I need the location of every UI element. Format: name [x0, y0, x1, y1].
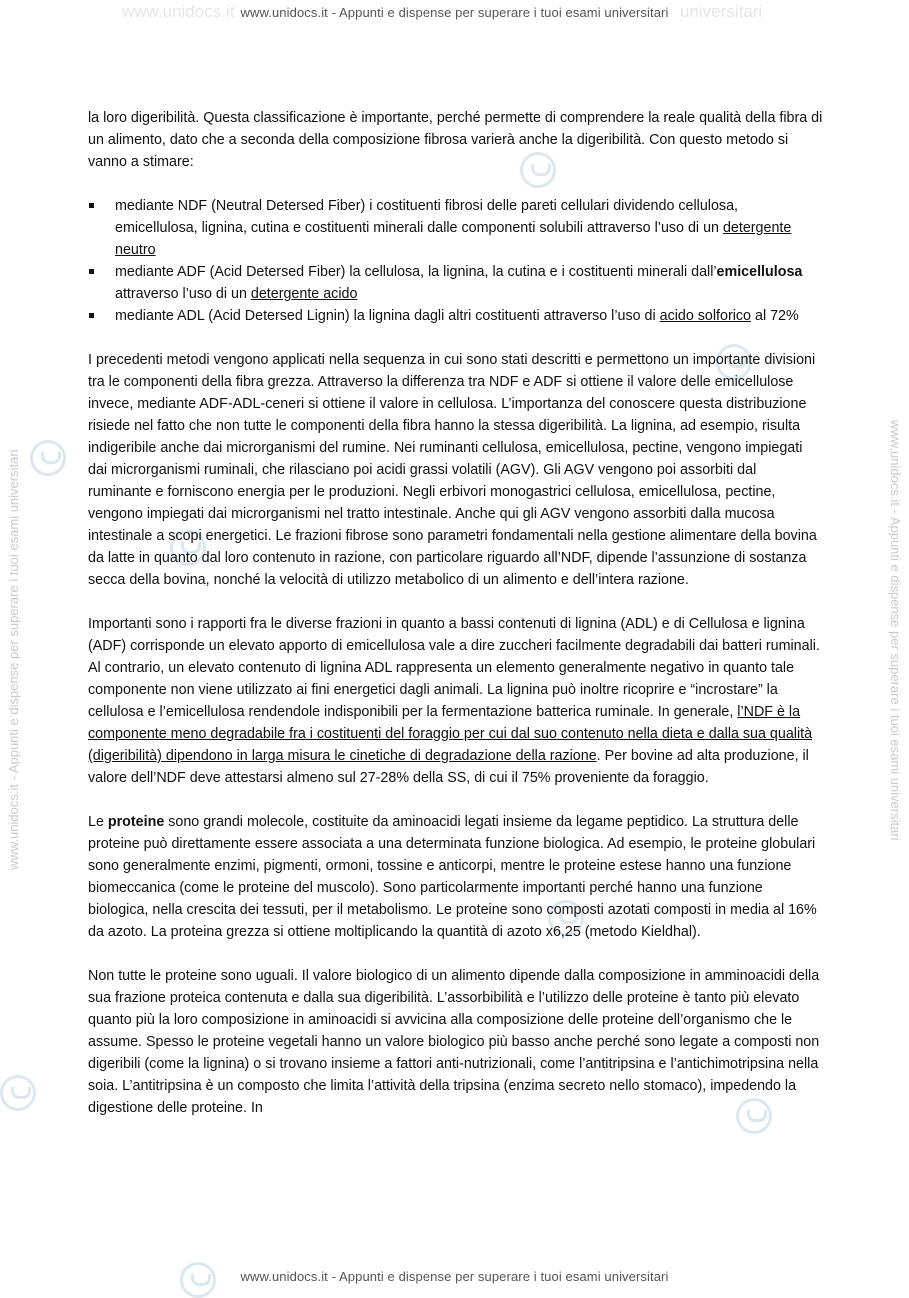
ratios-paragraph — [88, 613, 823, 789]
method-item-adl — [88, 305, 823, 327]
side-watermark-right: www.unidocs.it - Appunti e dispense per superare i tuoi esami universitari — [888, 420, 903, 841]
watermark-ghost-left: www.unidocs.it — [122, 2, 235, 21]
header-watermark: www.unidocs.it - Appunti e dispense per superare i tuoi esami universitari — [240, 5, 669, 20]
method-item-adf — [88, 261, 823, 305]
watermark-ghost-right: universitari — [680, 2, 763, 21]
ratios-text-2: . Per bovine ad alta produzione, il valore dell’NDF deve attestarsi almeno sul 27-28% della SS, di cui il 75% proveniente da foraggio. — [88, 748, 809, 786]
proteins-bold-term: proteine — [107, 814, 165, 830]
method-item-ndf — [88, 195, 823, 261]
intro-paragraph: la loro digeribilità. Questa classificazione è importante, perché permette di comprendere la reale qualità della fibra di un alimento, dato che a seconda della composizione fibrosa varierà anche la digeribilità. Con questo metodo si vanno a stimare: — [88, 110, 823, 170]
adf-text: mediante ADF (Acid Detersed Fiber) la cellulosa, la lignina, la cutina e i costituenti minerali dall’ — [115, 264, 717, 280]
proteins-paragraph — [88, 811, 823, 943]
adf-reagent: detergente acido — [250, 286, 358, 302]
proteins-text: Le — [88, 814, 108, 830]
adf-bold-term: emicellulosa — [716, 264, 803, 280]
footer-watermark: www.unidocs.it - Appunti e dispense per superare i tuoi esami universitari — [240, 1269, 669, 1284]
adl-text: mediante ADL (Acid Detersed Lignin) la lignina dagli altri costituenti attraverso l’uso di — [115, 308, 660, 324]
methods-paragraph: I precedenti metodi vengono applicati nella sequenza in cui sono stati descritti e permettono un importante divisioni tra le componenti della fibra grezza. Attraverso la differenza tra NDF e ADF si ottiene il valore delle emicellulose invece, mediante ADF-ADL-ceneri si ottiene il valore in cellulosa. L’importanza del conoscere questa distribuzione risiede nel fatto che non tutte le componenti della fibra hanno la stessa digeribilità. La lignina, ad esempio, risulta indigeribile anche dai microrganismi del rumine. Nei ruminanti cellulosa, emicellulosa, pectine, vengono impiegati dai microrganismi ruminali, che rilasciano poi acidi grassi volatili (AGV). Gli AGV vengono poi assorbiti dal ruminante e forniscono energia per le produzioni. Negli erbivori monogastrici cellulosa, emicellulosa, pectine, vengono impiegati dai microrganismi nel tratto intestinale. Anche qui gli AGV vengono assorbiti dalla mucosa intestinale a scopi energetici. Le frazioni fibrose sono parametri fondamentali nella gestione alimentare della bovina da latte in quanto dal loro contenuto in razione, con particolare riguardo all’NDF, dipende l’assunzione di sostanza secca della bovina, nonché la velocità di utilizzo metabolico di un alimento e dell’intera razione. — [88, 352, 817, 588]
method-list — [88, 195, 823, 327]
logo-watermark-icon — [30, 440, 66, 476]
document-body — [88, 107, 823, 1141]
ndf-text: mediante NDF (Neutral Detersed Fiber) i costituenti fibrosi delle pareti cellulari dividendo cellulosa, emicellulosa, lignina, cutina e costituenti minerali dalle componenti solubili attraverso l’uso di un — [115, 198, 738, 236]
adl-reagent: acido solforico — [659, 308, 752, 324]
biological-value-paragraph: Non tutte le proteine sono uguali. Il valore biologico di un alimento dipende dalla composizione in amminoacidi della sua frazione proteica contenuta e dalla sua digeribilità. L’assorbibilità e l’utilizzo delle proteine è tanto più elevato quanto più la loro composizione in aminoacidi si avvicina alla composizione delle proteine dell’organismo che le assume. Spesso le proteine vegetali hanno un valore biologico più basso anche perché sono legate a composti non digeribili (come la lignina) o si trovano insieme a fattori anti-nutrizionali, come l’antitripsina e l’antichimotripsina nella soia. L’antitripsina è un composto che limita l’attività della tripsina (enzima secreto nello stomaco), impedendo la digestione delle proteine. In — [88, 968, 820, 1116]
logo-watermark-icon — [0, 1075, 36, 1111]
ndf-reagent: detergente neutro — [115, 220, 792, 258]
adf-text-2: attraverso l’uso di un — [115, 286, 251, 302]
ratios-text: Importanti sono i rapporti fra le diverse frazioni in quanto a bassi contenuti di lignina (ADL) e di Cellulosa e lignina (ADF) corrisponde un elevato apporto di emicellulosa vale a dire zuccheri facilmente degradabili dai batteri ruminali. Al contrario, un elevato contenuto di lignina ADL rappresenta un elemento generalmente negativo in quanto tale componente non viene utilizzato ai fini energetici dagli animali. La lignina può inoltre ricoprire e “incrostare” la cellulosa e l’emicellulosa rendendole indisponibili per la fermentazione batterica ruminale. In generale, — [88, 616, 820, 720]
side-watermark-left: www.unidocs.it - Appunti e dispense per superare i tuoi esami universitari — [6, 449, 21, 870]
proteins-text-2: sono grandi molecole, costituite da aminoacidi legati insieme da legame peptidico. La struttura delle proteine può direttamente essere associata a una determinata funzione biologica. Ad esempio, le proteine globulari sono generalmente enzimi, pigmenti, ormoni, tossine e anticorpi, mentre le proteine estese hanno una funzione biomeccanica (come le proteine del muscolo). Sono particolarmente importanti perché hanno una funzione biologica, nella crescita dei tessuti, per il metabolismo. Le proteine sono composti azotati composti in media al 16% da azoto. La proteina grezza si ottiene moltiplicando la quantità di azoto x6,25 (metodo Kieldhal). — [88, 814, 817, 940]
adl-text-2: al 72% — [751, 308, 799, 324]
ratios-underlined: l’NDF è la componente meno degradabile fra i costituenti del foraggio per cui dal suo contenuto nella dieta e dalla sua qualità (digeribilità) dipendono in larga misura le cinetiche di degradazione della razione — [88, 704, 813, 764]
